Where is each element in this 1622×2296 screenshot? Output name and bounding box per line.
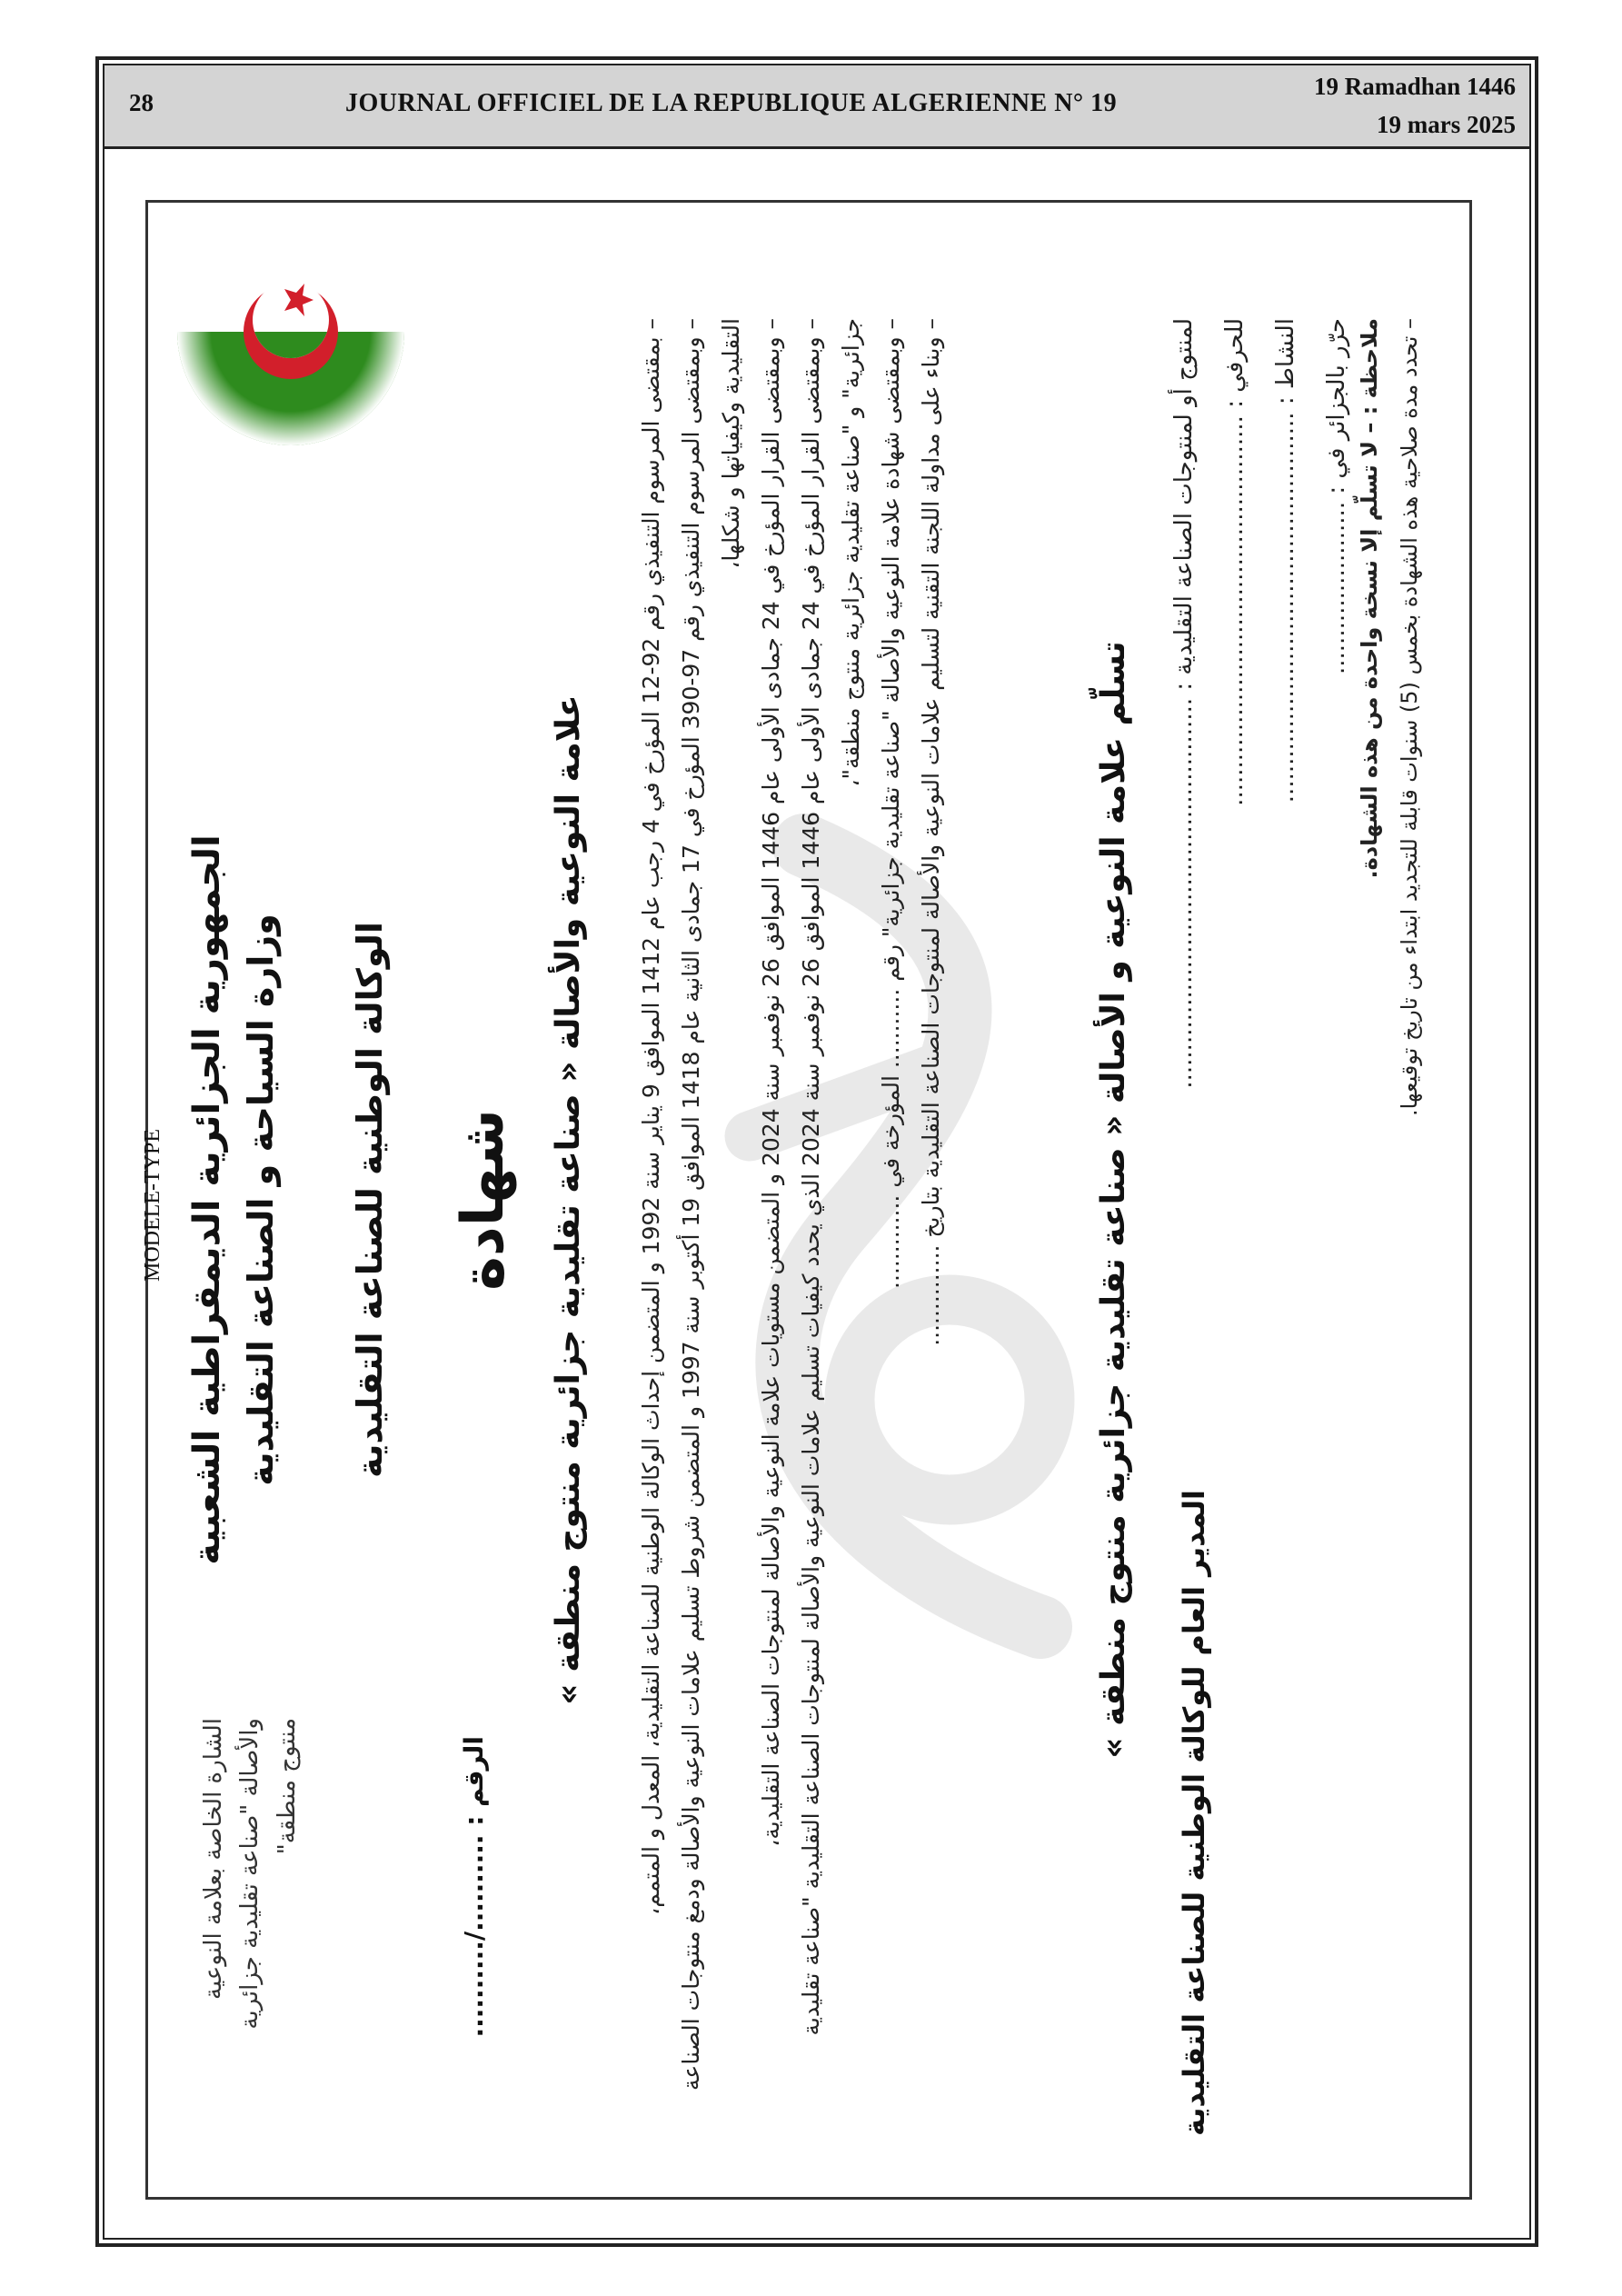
ministry-heading: وزارة السياحة و الصناعة التقليدية [241,913,281,1486]
agency-heading: الوكالة الوطنية للصناعة التقليدية [350,922,390,1478]
certificate-subtitle: علامة النوعية والأصالة « صناعة تقليدية جزائرية منتوج منطقة » [550,694,587,1705]
flag-icon [177,218,404,445]
consideration-line: – وبمقتضى المرسوم التنفيذي رقم 97-390 المؤرخ في 17 جمادى الثانية عام 1418 الموافق 19 أكتوبر سنة 1997 و المتضمن شروط تسليم علامات النوعية والأصالة ودمغ منتوجات الصناعة التقليدية وكيفياتها و شكلها، [678,318,744,2091]
algerian-flag-emblem [177,218,404,445]
page-number: 28 [129,89,154,116]
certificate-note [1349,318,1429,2100]
reference-number: الرقم : ........../.......... [459,1736,489,2038]
consideration-line: – وبمقتضى القرار المؤرخ في 24 جمادى الأولى عام 1446 الموافق 26 نوفمبر سنة 2024 الذي يحدد كيفيات تسليم علامات النوعية والأصالة لمنتوجات الصناعة التقليدية "صناعة تقليدية جزائرية" و "صناعة تقليدية جزائرية منتوج منطقة"، [798,318,864,2036]
note-validity: – تحدد مدة صلاحية هذه الشهادة بخمس (5) سنوات قابلة للتجديد ابتداء من تاريخ توقيعها. [1397,318,1422,1117]
date-gregorian: 19 mars 2025 [1377,111,1516,138]
considerations-list [632,318,951,2100]
certificate-title: شهادة [450,1109,517,1291]
modele-type-label: MODELE-TYPE [141,1129,164,1282]
director-signature-label: المدير العام للوكالة الوطنية للصناعة التقليدية [1177,1489,1211,2136]
field-artisan: للحرفي : .................................................... [1221,318,1249,806]
consideration-line: – وبمقتضى شهادة علامة النوعية والأصالة "صناعة تقليدية جزائرية" رقم ........... المؤرخة في ............. [878,318,904,1289]
consideration-line: – بمقتضى المرسوم التنفيذي رقم 92-12 المؤرخ في 4 رجب عام 1412 الموافق 9 يناير سنة 1992 و المتضمن إحداث الوكالة الوطنية للصناعة التقليدية، المعدل و المتمم، [638,318,664,1915]
certificate-rotated-content [141,227,1458,2172]
note-single-copy: ملاحظة : – لا تسلّم إلا نسخة واحدة من هذه الشهادة. [1357,318,1382,879]
quality-mark-logo-caption: الشارة الخاصة بعلامة النوعية والأصالة "صناعة تقليدية جزائرية منتوج منطقة" [200,1718,301,2030]
field-issued-at: حرّر بالجزائر في : ....................... [1323,318,1350,674]
field-activity: النشاط : .................................................... [1272,318,1299,804]
grant-statement: تسلّم علامة النوعية و الأصالة « صناعة تقليدية جزائرية منتوج منطقة » [1095,641,1132,1759]
journal-title: JOURNAL OFFICIEL DE LA REPUBLIQUE ALGERIENNE N° 19 [345,89,1118,117]
consideration-line: – وبناء على مداولة اللجنة التقنية لتسليم علامات النوعية والأصالة لمنتوجات الصناعة التقليدية بتاريخ .............. [918,318,944,1346]
field-product: لمنتوج أو لمنتوجات الصناعة التقليدية : .................................................... [1170,318,1198,1089]
republic-heading: الجمهورية الجزائرية الديمقراطية الشعبية [186,834,228,1565]
consideration-line: – وبمقتضى القرار المؤرخ في 24 جمادى الأولى عام 1446 الموافق 26 نوفمبر سنة 2024 و المتضمن مستويات علامة النوعية والأصالة لمنتوجات الصناعة التقليدية، [758,318,784,1847]
date-hijri: 19 Ramadhan 1446 [1313,73,1516,100]
